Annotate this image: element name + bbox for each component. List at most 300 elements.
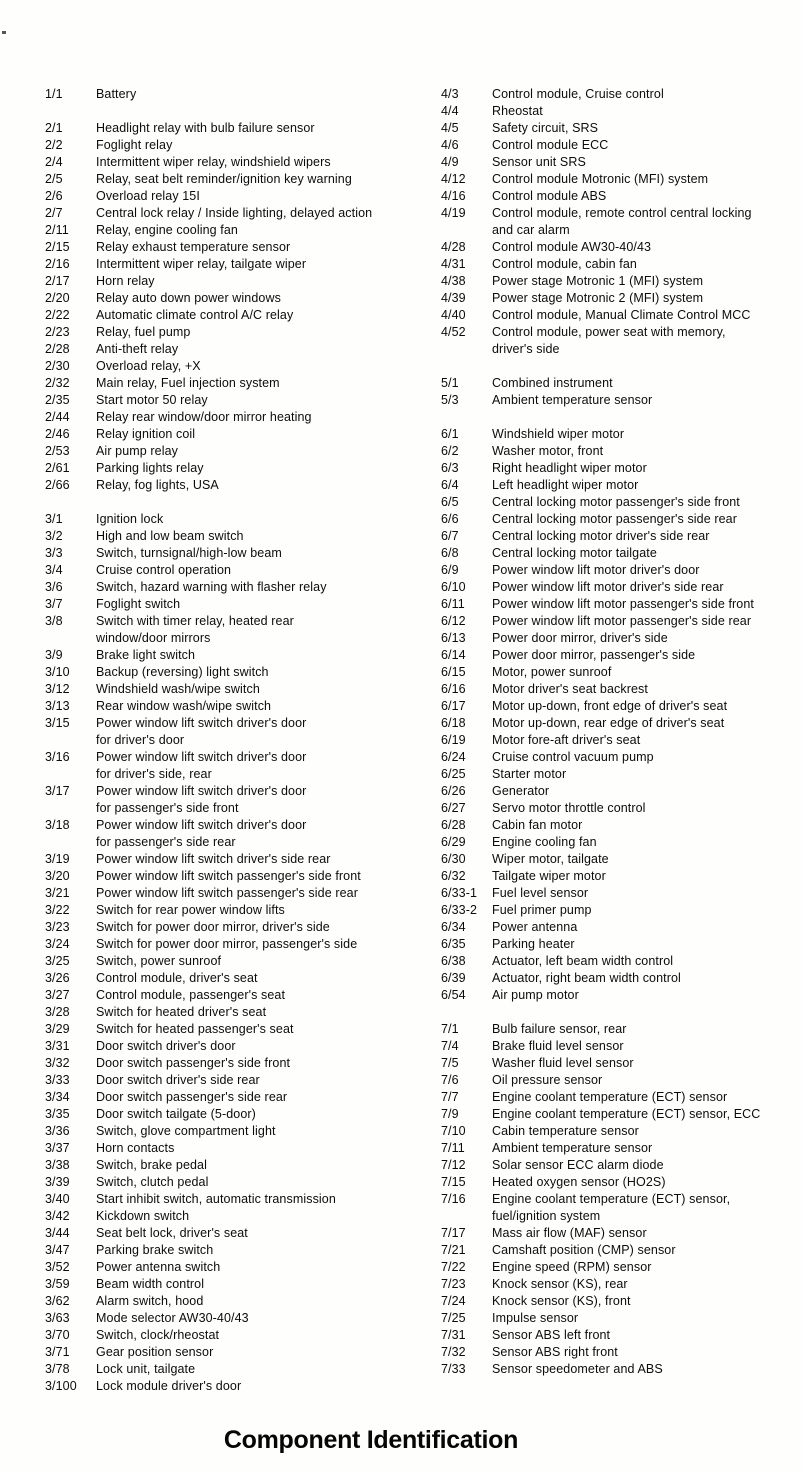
component-code: 3/21	[45, 886, 70, 900]
component-code: 3/52	[45, 1260, 70, 1274]
list-item	[45, 239, 437, 256]
list-item	[441, 443, 799, 460]
component-code: 7/15	[441, 1175, 466, 1189]
component-code: 6/12	[441, 614, 466, 628]
component-code: 3/3	[45, 546, 63, 560]
component-description	[492, 1361, 799, 1378]
description-line: Switch, glove compartment light	[96, 1124, 276, 1138]
component-description	[96, 1140, 437, 1157]
list-item	[441, 766, 799, 783]
component-description	[96, 324, 437, 341]
description-line: Lock module driver's door	[96, 1379, 242, 1393]
component-description	[96, 987, 437, 1004]
description-line: Mass air flow (MAF) sensor	[492, 1226, 647, 1240]
component-code: 5/3	[441, 393, 459, 407]
list-item	[441, 1123, 799, 1140]
component-description	[492, 86, 799, 103]
component-code: 7/6	[441, 1073, 459, 1087]
list-item	[45, 1191, 437, 1208]
description-line: Switch, hazard warning with flasher relay	[96, 580, 327, 594]
component-description	[96, 715, 437, 749]
description-line: Horn contacts	[96, 1141, 175, 1155]
description-line: Camshaft position (CMP) sensor	[492, 1243, 676, 1257]
component-code: 6/28	[441, 818, 466, 832]
component-code: 7/32	[441, 1345, 466, 1359]
component-description	[492, 800, 799, 817]
component-code: 2/20	[45, 291, 70, 305]
component-code: 2/46	[45, 427, 70, 441]
component-code: 3/7	[45, 597, 63, 611]
description-line: Power antenna switch	[96, 1260, 221, 1274]
component-description	[96, 1021, 437, 1038]
list-item	[441, 749, 799, 766]
description-line: Switch, clock/rheostat	[96, 1328, 220, 1342]
component-description	[96, 1055, 437, 1072]
component-description	[492, 698, 799, 715]
list-item	[45, 1293, 437, 1310]
component-code: 6/38	[441, 954, 466, 968]
component-description	[492, 1123, 799, 1140]
description-line: Brake light switch	[96, 648, 196, 662]
description-line: Power door mirror, passenger's side	[492, 648, 696, 662]
component-group	[45, 86, 437, 103]
list-item	[45, 919, 437, 936]
list-item	[441, 528, 799, 545]
component-list-left-column	[45, 86, 437, 1412]
list-item	[45, 715, 437, 749]
component-description	[96, 664, 437, 681]
description-line: Alarm switch, hood	[96, 1294, 204, 1308]
description-line: Air pump relay	[96, 444, 178, 458]
description-line: Control module ABS	[492, 189, 607, 203]
component-description	[96, 613, 437, 647]
component-code: 6/29	[441, 835, 466, 849]
list-item	[441, 868, 799, 885]
list-item	[45, 1123, 437, 1140]
component-description	[492, 1089, 799, 1106]
component-description	[492, 1055, 799, 1072]
component-description	[96, 528, 437, 545]
list-item	[45, 477, 437, 494]
component-description	[96, 290, 437, 307]
component-code: 2/28	[45, 342, 70, 356]
description-line: Parking brake switch	[96, 1243, 214, 1257]
component-code: 7/17	[441, 1226, 466, 1240]
component-code: 2/66	[45, 478, 70, 492]
component-description	[96, 409, 437, 426]
component-code: 4/31	[441, 257, 466, 271]
list-item	[441, 1174, 799, 1191]
description-line: Switch, power sunroof	[96, 954, 222, 968]
component-description	[96, 1038, 437, 1055]
description-line: Wiper motor, tailgate	[492, 852, 609, 866]
list-item	[441, 137, 799, 154]
component-description	[96, 273, 437, 290]
component-list-right-column	[441, 86, 799, 1395]
component-code: 2/44	[45, 410, 70, 424]
component-code: 4/19	[441, 206, 466, 220]
component-code: 2/5	[45, 172, 63, 186]
description-line: for passenger's side front	[96, 801, 239, 815]
component-code: 3/8	[45, 614, 63, 628]
component-code: 3/9	[45, 648, 63, 662]
component-description	[492, 375, 799, 392]
component-code: 7/5	[441, 1056, 459, 1070]
component-description	[96, 341, 437, 358]
description-line: Foglight switch	[96, 597, 181, 611]
component-code: 7/12	[441, 1158, 466, 1172]
list-item	[441, 1225, 799, 1242]
component-description	[492, 1293, 799, 1310]
description-line: Control module AW30-40/43	[492, 240, 652, 254]
description-line: Switch, turnsignal/high-low beam	[96, 546, 282, 560]
component-description	[96, 545, 437, 562]
component-description	[96, 1225, 437, 1242]
list-item	[441, 817, 799, 834]
component-code: 6/26	[441, 784, 466, 798]
list-item	[45, 1361, 437, 1378]
description-line: Power window lift motor passenger's side rear	[492, 614, 752, 628]
component-code: 3/1	[45, 512, 63, 526]
component-code: 6/39	[441, 971, 466, 985]
component-description	[96, 86, 437, 103]
component-description	[96, 902, 437, 919]
component-description	[492, 1259, 799, 1276]
component-code: 3/31	[45, 1039, 70, 1053]
description-line: Foglight relay	[96, 138, 173, 152]
list-item	[441, 562, 799, 579]
list-item	[45, 1089, 437, 1106]
component-description	[96, 970, 437, 987]
list-item	[45, 1259, 437, 1276]
list-item	[45, 817, 437, 851]
component-code: 3/100	[45, 1379, 77, 1393]
list-item	[45, 460, 437, 477]
component-description	[492, 562, 799, 579]
description-line: driver's side	[492, 342, 560, 356]
component-code: 4/4	[441, 104, 459, 118]
component-code: 3/10	[45, 665, 70, 679]
description-line: Battery	[96, 87, 137, 101]
component-code: 2/30	[45, 359, 70, 373]
list-item	[45, 1327, 437, 1344]
list-item	[45, 851, 437, 868]
component-description	[96, 1072, 437, 1089]
list-item	[441, 800, 799, 817]
description-line: Power antenna	[492, 920, 578, 934]
component-description	[96, 1004, 437, 1021]
description-line: Power window lift switch driver's door	[96, 818, 307, 832]
description-line: Control module, cabin fan	[492, 257, 637, 271]
component-code: 4/9	[441, 155, 459, 169]
description-line: Gear position sensor	[96, 1345, 214, 1359]
description-line: Switch with timer relay, heated rear	[96, 614, 294, 628]
list-item	[45, 443, 437, 460]
component-code: 1/1	[45, 87, 63, 101]
component-code: 6/24	[441, 750, 466, 764]
description-line: Door switch tailgate (5-door)	[96, 1107, 256, 1121]
list-item	[45, 426, 437, 443]
description-line: Generator	[492, 784, 550, 798]
component-description	[96, 1191, 437, 1208]
component-description	[492, 324, 799, 358]
description-line: Door switch driver's door	[96, 1039, 236, 1053]
component-description	[492, 987, 799, 1004]
description-line: Actuator, left beam width control	[492, 954, 674, 968]
list-item	[441, 970, 799, 987]
description-line: Backup (reversing) light switch	[96, 665, 269, 679]
list-item	[441, 715, 799, 732]
list-item	[45, 171, 437, 188]
component-group	[441, 426, 799, 1004]
component-code: 3/15	[45, 716, 70, 730]
description-line: Washer fluid level sensor	[492, 1056, 634, 1070]
list-item	[45, 120, 437, 137]
component-description	[96, 256, 437, 273]
component-description	[96, 511, 437, 528]
list-item	[441, 630, 799, 647]
list-item	[441, 1293, 799, 1310]
list-item	[441, 613, 799, 630]
description-line: Oil pressure sensor	[492, 1073, 603, 1087]
component-description	[492, 188, 799, 205]
component-description	[492, 715, 799, 732]
list-item	[45, 375, 437, 392]
description-line: Control module, power seat with memory,	[492, 325, 726, 339]
component-description	[96, 749, 437, 783]
list-item	[441, 120, 799, 137]
list-item	[45, 1344, 437, 1361]
list-item	[441, 1242, 799, 1259]
list-item	[441, 1310, 799, 1327]
list-item	[45, 154, 437, 171]
component-code: 2/22	[45, 308, 70, 322]
component-description	[492, 1242, 799, 1259]
component-description	[96, 579, 437, 596]
component-code: 3/27	[45, 988, 70, 1002]
component-code: 3/17	[45, 784, 70, 798]
list-item	[45, 392, 437, 409]
description-line: High and low beam switch	[96, 529, 244, 543]
component-group	[441, 86, 799, 358]
component-code: 7/33	[441, 1362, 466, 1376]
component-description	[492, 1174, 799, 1191]
component-code: 3/12	[45, 682, 70, 696]
component-description	[96, 885, 437, 902]
list-item	[45, 1225, 437, 1242]
component-code: 4/5	[441, 121, 459, 135]
description-line: Power window lift motor driver's side rear	[492, 580, 724, 594]
description-line: Beam width control	[96, 1277, 205, 1291]
component-description	[492, 120, 799, 137]
component-description	[96, 681, 437, 698]
component-description	[492, 1157, 799, 1174]
component-description	[96, 1310, 437, 1327]
component-code: 4/28	[441, 240, 466, 254]
description-line: Overload relay 15I	[96, 189, 200, 203]
component-description	[96, 443, 437, 460]
component-description	[492, 681, 799, 698]
list-item	[45, 613, 437, 647]
list-item	[441, 1361, 799, 1378]
component-code: 6/32	[441, 869, 466, 883]
list-item	[441, 477, 799, 494]
description-line: Ambient temperature sensor	[492, 1141, 653, 1155]
list-item	[45, 545, 437, 562]
component-code: 6/35	[441, 937, 466, 951]
component-code: 4/39	[441, 291, 466, 305]
component-code: 3/16	[45, 750, 70, 764]
list-item	[45, 868, 437, 885]
list-item	[441, 375, 799, 392]
component-code: 3/32	[45, 1056, 70, 1070]
component-description	[96, 851, 437, 868]
component-code: 2/32	[45, 376, 70, 390]
description-line: Tailgate wiper motor	[492, 869, 606, 883]
list-item	[441, 1157, 799, 1174]
component-description	[96, 647, 437, 664]
description-line: Windshield wiper motor	[492, 427, 625, 441]
component-description	[96, 307, 437, 324]
component-description	[96, 953, 437, 970]
list-item	[441, 885, 799, 902]
list-item	[45, 562, 437, 579]
description-line: Ignition lock	[96, 512, 164, 526]
description-line: Engine speed (RPM) sensor	[492, 1260, 652, 1274]
component-code: 7/31	[441, 1328, 466, 1342]
list-item	[45, 902, 437, 919]
component-code: 6/15	[441, 665, 466, 679]
description-line: for passenger's side rear	[96, 835, 236, 849]
component-description	[492, 171, 799, 188]
list-item	[441, 307, 799, 324]
list-item	[441, 987, 799, 1004]
component-code: 6/11	[441, 597, 465, 611]
component-description	[492, 1327, 799, 1344]
description-line: Main relay, Fuel injection system	[96, 376, 280, 390]
list-item	[441, 902, 799, 919]
component-description	[492, 970, 799, 987]
list-item	[441, 834, 799, 851]
description-line: Lock unit, tailgate	[96, 1362, 196, 1376]
list-item	[45, 647, 437, 664]
component-code: 6/19	[441, 733, 466, 747]
description-line: Door switch passenger's side rear	[96, 1090, 288, 1104]
list-item	[441, 511, 799, 528]
component-code: 3/19	[45, 852, 70, 866]
component-description	[96, 783, 437, 817]
description-line: Combined instrument	[492, 376, 613, 390]
component-description	[492, 783, 799, 800]
component-code: 3/2	[45, 529, 63, 543]
description-line: Control module Motronic (MFI) system	[492, 172, 709, 186]
component-description	[96, 137, 437, 154]
list-item	[45, 273, 437, 290]
description-line: Windshield wash/wipe switch	[96, 682, 260, 696]
list-item	[441, 290, 799, 307]
description-line: Fuel level sensor	[492, 886, 589, 900]
component-code: 3/47	[45, 1243, 70, 1257]
component-code: 6/27	[441, 801, 466, 815]
description-line: Anti-theft relay	[96, 342, 179, 356]
component-description	[492, 511, 799, 528]
description-line: Parking heater	[492, 937, 575, 951]
component-description	[492, 528, 799, 545]
component-description	[492, 1106, 799, 1123]
component-code: 3/36	[45, 1124, 70, 1138]
description-line: Cruise control operation	[96, 563, 232, 577]
list-item	[441, 579, 799, 596]
description-line: Central locking motor driver's side rear	[492, 529, 710, 543]
list-item	[45, 341, 437, 358]
component-code: 5/1	[441, 376, 459, 390]
list-item	[441, 188, 799, 205]
component-code: 3/34	[45, 1090, 70, 1104]
description-line: Power window lift motor driver's door	[492, 563, 700, 577]
description-line: Control module ECC	[492, 138, 609, 152]
component-description	[96, 1123, 437, 1140]
component-code: 4/52	[441, 325, 466, 339]
list-item	[45, 783, 437, 817]
component-description	[492, 613, 799, 630]
component-description	[96, 1276, 437, 1293]
list-item	[45, 953, 437, 970]
list-item	[441, 171, 799, 188]
component-description	[96, 1157, 437, 1174]
component-code: 3/44	[45, 1226, 70, 1240]
list-item	[441, 1191, 799, 1225]
component-code: 3/40	[45, 1192, 70, 1206]
component-description	[96, 1378, 437, 1395]
component-code: 7/4	[441, 1039, 459, 1053]
description-line: Control module, Manual Climate Control MCC	[492, 308, 751, 322]
component-description	[96, 698, 437, 715]
description-line: Central locking motor passenger's side front	[492, 495, 740, 509]
component-group	[45, 511, 437, 1395]
page-title: Component Identification	[223, 1426, 519, 1454]
list-item	[45, 1157, 437, 1174]
description-line: Control module, Cruise control	[492, 87, 664, 101]
description-line: Switch for rear power window lifts	[96, 903, 285, 917]
component-description	[492, 596, 799, 613]
component-description	[492, 1344, 799, 1361]
list-item	[441, 698, 799, 715]
component-description	[96, 562, 437, 579]
component-code: 7/9	[441, 1107, 459, 1121]
component-code: 7/23	[441, 1277, 466, 1291]
description-line: Control module, driver's seat	[96, 971, 258, 985]
list-item	[441, 647, 799, 664]
description-line: Right headlight wiper motor	[492, 461, 647, 475]
list-item	[441, 596, 799, 613]
list-item	[441, 936, 799, 953]
component-description	[492, 953, 799, 970]
component-description	[492, 1038, 799, 1055]
component-code: 3/26	[45, 971, 70, 985]
description-line: Engine cooling fan	[492, 835, 597, 849]
component-description	[492, 426, 799, 443]
list-item	[441, 919, 799, 936]
component-code: 7/10	[441, 1124, 466, 1138]
description-line: Washer motor, front	[492, 444, 604, 458]
component-code: 7/7	[441, 1090, 459, 1104]
list-item	[45, 681, 437, 698]
description-line: Sensor speedometer and ABS	[492, 1362, 663, 1376]
list-item	[441, 953, 799, 970]
description-line: Cabin temperature sensor	[492, 1124, 639, 1138]
component-code: 3/28	[45, 1005, 70, 1019]
component-code: 3/78	[45, 1362, 70, 1376]
